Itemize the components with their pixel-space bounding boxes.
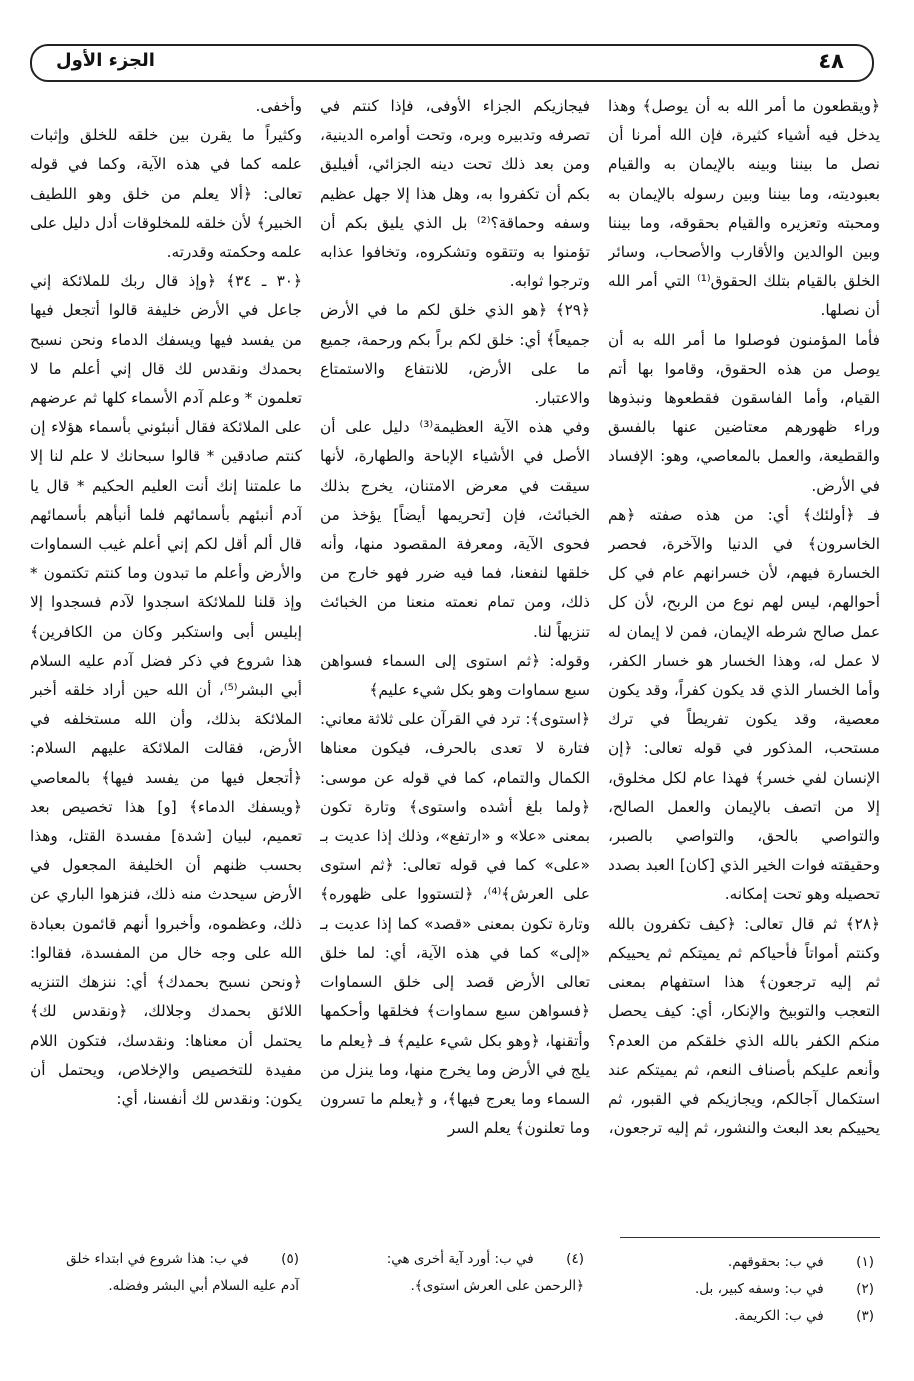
column-right xyxy=(608,92,880,1227)
paragraph: فأما المؤمنون فوصلوا ما أمر الله به أن يوصل من هذه الحقوق، وقاموا بها أتم القيام، وأما الفاسقون فقطعوها ونبذوها وراء ظهورهم معتاضين عنها بالفسق والقطيعة، والعمل بالمعاصي، وهو: الإفساد في الأرض. xyxy=(608,330,880,495)
footnote-number: (٢) xyxy=(856,1281,874,1297)
paragraph: فيجازيكم الجزاء الأوفى، فإذا كنتم في تصرفه وتدبيره وبره، وتحت أوامره الدينية، ومن بعد ذلك تحت دينه الجزائي، أفيليق بكم أن تكفروا به، وهل هذا إلا جهل عظيم وسفه وحماقة؟⁽²⁾ بل الذي يليق بكم أن تؤمنوا به وتتقوه وتشكروه، وتخافوا عذابه وترجوا ثوابه. xyxy=(320,97,590,291)
footnote xyxy=(37,1246,299,1273)
column-middle xyxy=(320,92,590,1227)
footnote xyxy=(324,1246,584,1273)
footnote-text: في ب: وسفه كبير، بل. xyxy=(695,1281,824,1297)
column-left xyxy=(30,92,302,1227)
paragraph: ﴿٢٩﴾ ﴿هو الذي خلق لكم ما في الأرض جميعاً﴾ أي: خلق لكم براً بكم ورحمة، جميع ما على الأرض، للانتفاع والاستمتاع والاعتبار. xyxy=(320,301,590,408)
footnotes-middle xyxy=(324,1246,584,1300)
paragraph: ﴿استوى﴾: ترد في القرآن على ثلاثة معاني: فتارة لا تعدى بالحرف، فيكون معناها الكمال والتمام، كما في قوله عن موسى: ﴿ولما بلغ أشده واستوى﴾ وتارة تكون بمعنى «علا» و «ارتفع»، وذلك إذا عديت بـ «على» كما في قوله تعالى: ﴿ثم استوى على العرش﴾⁽⁴⁾، ﴿لتستووا على ظهوره﴾ وتارة تكون بمعنى «قصد» كما إذا عديت بـ «إلى» كما في هذه الآية، أي: لما خلق تعالى الأرض قصد إلى خلق السماوات ﴿فسواهن سبع سماوات﴾ فخلقها وأحكمها وأتقنها، ﴿وهو بكل شيء عليم﴾ فـ ﴿يعلم ما يلج في الأرض وما يخرج منها، وما ينزل من السماء وما يعرج فيها﴾، و ﴿يعلم ما تسرون وما تعلنون﴾ يعلم السر xyxy=(320,710,590,1138)
page-header xyxy=(30,44,874,82)
paragraph: وفي هذه الآية العظيمة⁽³⁾ دليل على أن الأصل في الأشياء الإباحة والطهارة، لأنها سيقت في معرض الامتنان، يخرج بذلك الخبائث، فإن [تحريمها أيضاً] يؤخذ من فحوى الآية، ومعرفة المقصود منها، وأنه خلقها لنفعنا، فما فيه ضرر فهو خارج من ذلك، ومن تمام نعمته منعنا من الخبائث تنزيهاً لنا. xyxy=(320,418,590,641)
footnote-number: (٤) xyxy=(566,1251,584,1267)
page-number: ٤٨ xyxy=(818,49,844,73)
footnote xyxy=(614,1303,874,1330)
footnote xyxy=(614,1249,874,1276)
footnote-text: في ب: هذا شروع في ابتداء خلق xyxy=(66,1251,249,1267)
paragraph: ﴿٢٨﴾ ثم قال تعالى: ﴿كيف تكفرون بالله وكنتم أمواتاً فأحياكم ثم يميتكم ثم يحييكم ثم إليه ترجعون﴾ هذا استفهام بمعنى التعجب والتوبيخ والإنكار، أي: كيف يحصل منكم الكفر بالله الذي خلقكم من العدم؟ وأنعم عليكم بأصناف النعم، ثم يميتكم عند استكمال آجالكم، ويجازيكم في القبور، ثم يحييكم بعد البعث والنشور، ثم إليه ترجعون، xyxy=(608,914,880,1138)
footnotes-right xyxy=(614,1249,874,1330)
paragraph: وقوله: ﴿ثم استوى إلى السماء فسواهن سبع سماوات وهو بكل شيء عليم﴾ xyxy=(320,651,590,700)
paragraph: وكثيراً ما يقرن بين خلقه للخلق وإثبات علمه كما في هذه الآية، وكما في قوله تعالى: ﴿ألا يعلم من خلق وهو اللطيف الخبير﴾ لأن خلقه للمخلوقات أدل دليل على علمه وحكمته وقدرته. xyxy=(30,126,302,262)
running-title: الجزء الأول xyxy=(56,50,155,71)
paragraph: ﴿٣٠ ـ ٣٤﴾ ﴿وإذ قال ربك للملائكة إني جاعل في الأرض خليفة قالوا أتجعل فيها من يفسد فيها ويسفك الدماء ونحن نسبح بحمدك ونقدس لك قال إني أعلم ما لا تعلمون * وعلم آدم الأسماء كلها ثم عرضهم على الملائكة فقال أنبئوني بأسماء هؤلاء إن كنتم صادقين * قالوا سبحانك لا علم لنا إلا ما علمتنا إنك أنت العليم الحكيم * قال يا آدم أنبئهم بأسمائهم فلما أنبأهم بأسمائهم قال ألم أقل لكم إني أعلم غيب السماوات والأرض وأعلم ما تبدون وما كنتم تكتمون * وإذ قلنا للملائكة اسجدوا لآدم فسجدوا إلا إبليس أبى واستكبر وكان من الكافرين﴾ هذا شروع في ذكر فضل آدم عليه السلام أبي البشر⁽⁵⁾، أن الله حين أراد خلقه أخبر الملائكة بذلك، وأن الله مستخلفه في الأرض، فقالت الملائكة عليهم السلام: ﴿أتجعل فيها من يفسد فيها﴾ بالمعاصي ﴿ويسفك الدماء﴾ [و] هذا تخصيص بعد تعميم، لبيان [شدة] مفسدة القتل، وهذا بحسب ظنهم أن الخليفة المجعول في الأرض سيحدث منه ذلك، فنزهوا الباري عن ذلك، وعظموه، وأخبروا أنهم قائمون بعبادة الله على وجه خال من المفسدة، فقالوا: ﴿ونحن نسبح بحمدك﴾ أي: ننزهك التنزيه اللائق بحمدك وجلالك، ﴿ونقدس لك﴾ يحتمل أن معناها: ونقدسك، فتكون اللام مفيدة للتخصيص والإخلاص، ويحتمل أن يكون: ونقدس لك أنفسنا، أي: xyxy=(30,272,302,1108)
footnotes-left xyxy=(37,1246,299,1300)
footnote-continuation: ﴿الرحمن على العرش استوى﴾. xyxy=(410,1278,584,1294)
footnote-rule xyxy=(620,1237,880,1238)
footnote-text: في ب: الكريمة. xyxy=(734,1308,824,1324)
footnote-number: (٥) xyxy=(281,1251,299,1267)
paragraph: ﴿ويقطعون ما أمر الله به أن يوصل﴾ وهذا يدخل فيه أشياء كثيرة، فإن الله أمرنا أن نصل ما بيننا وبينه بالإيمان به والقيام بعبوديته، وما بيننا وبين رسوله بالإيمان به ومحبته وتعزيره والقيام بحقوقه، وما بيننا وبين الوالدين والأقارب والأصحاب، وسائر الخلق بالقيام بتلك الحقوق⁽¹⁾ التي أمر الله أن نصلها. xyxy=(608,97,880,320)
footnote-text: في ب: بحقوقهم. xyxy=(727,1254,824,1270)
footnote xyxy=(614,1276,874,1303)
footnote-number: (١) xyxy=(856,1254,874,1270)
paragraph: وأخفى. xyxy=(255,97,302,115)
footnote-number: (٣) xyxy=(856,1308,874,1324)
paragraph: فـ ﴿أولئك﴾ أي: من هذه صفته ﴿هم الخاسرون﴾ في الدنيا والآخرة، فحصر الخسارة فيهم، لأن خسرانهم عام في كل أحوالهم، ليس لهم نوع من الربح، لأن كل عمل صالح شرطه الإيمان، فمن لا إيمان له لا عمل له، وهذا الخسار هو خسار الكفر، وأما الخسار الذي قد يكون كفراً، وقد يكون معصية، وقد يكون تفريطاً في ترك مستحب، المذكور في قوله تعالى: ﴿إن الإنسان لفي خسر﴾ فهذا عام لكل مخلوق، إلا من اتصف بالإيمان والعمل الصالح، والتواصي بالحق، والتواصي بالصبر، وحقيقته فوات الخير الذي [كان] العبد بصدد تحصيله وهو تحت إمكانه. xyxy=(608,505,880,904)
footnote-text: في ب: أورد آية أخرى هي: xyxy=(386,1251,534,1267)
footnote-continuation: آدم عليه السلام أبي البشر وفضله. xyxy=(108,1278,299,1294)
